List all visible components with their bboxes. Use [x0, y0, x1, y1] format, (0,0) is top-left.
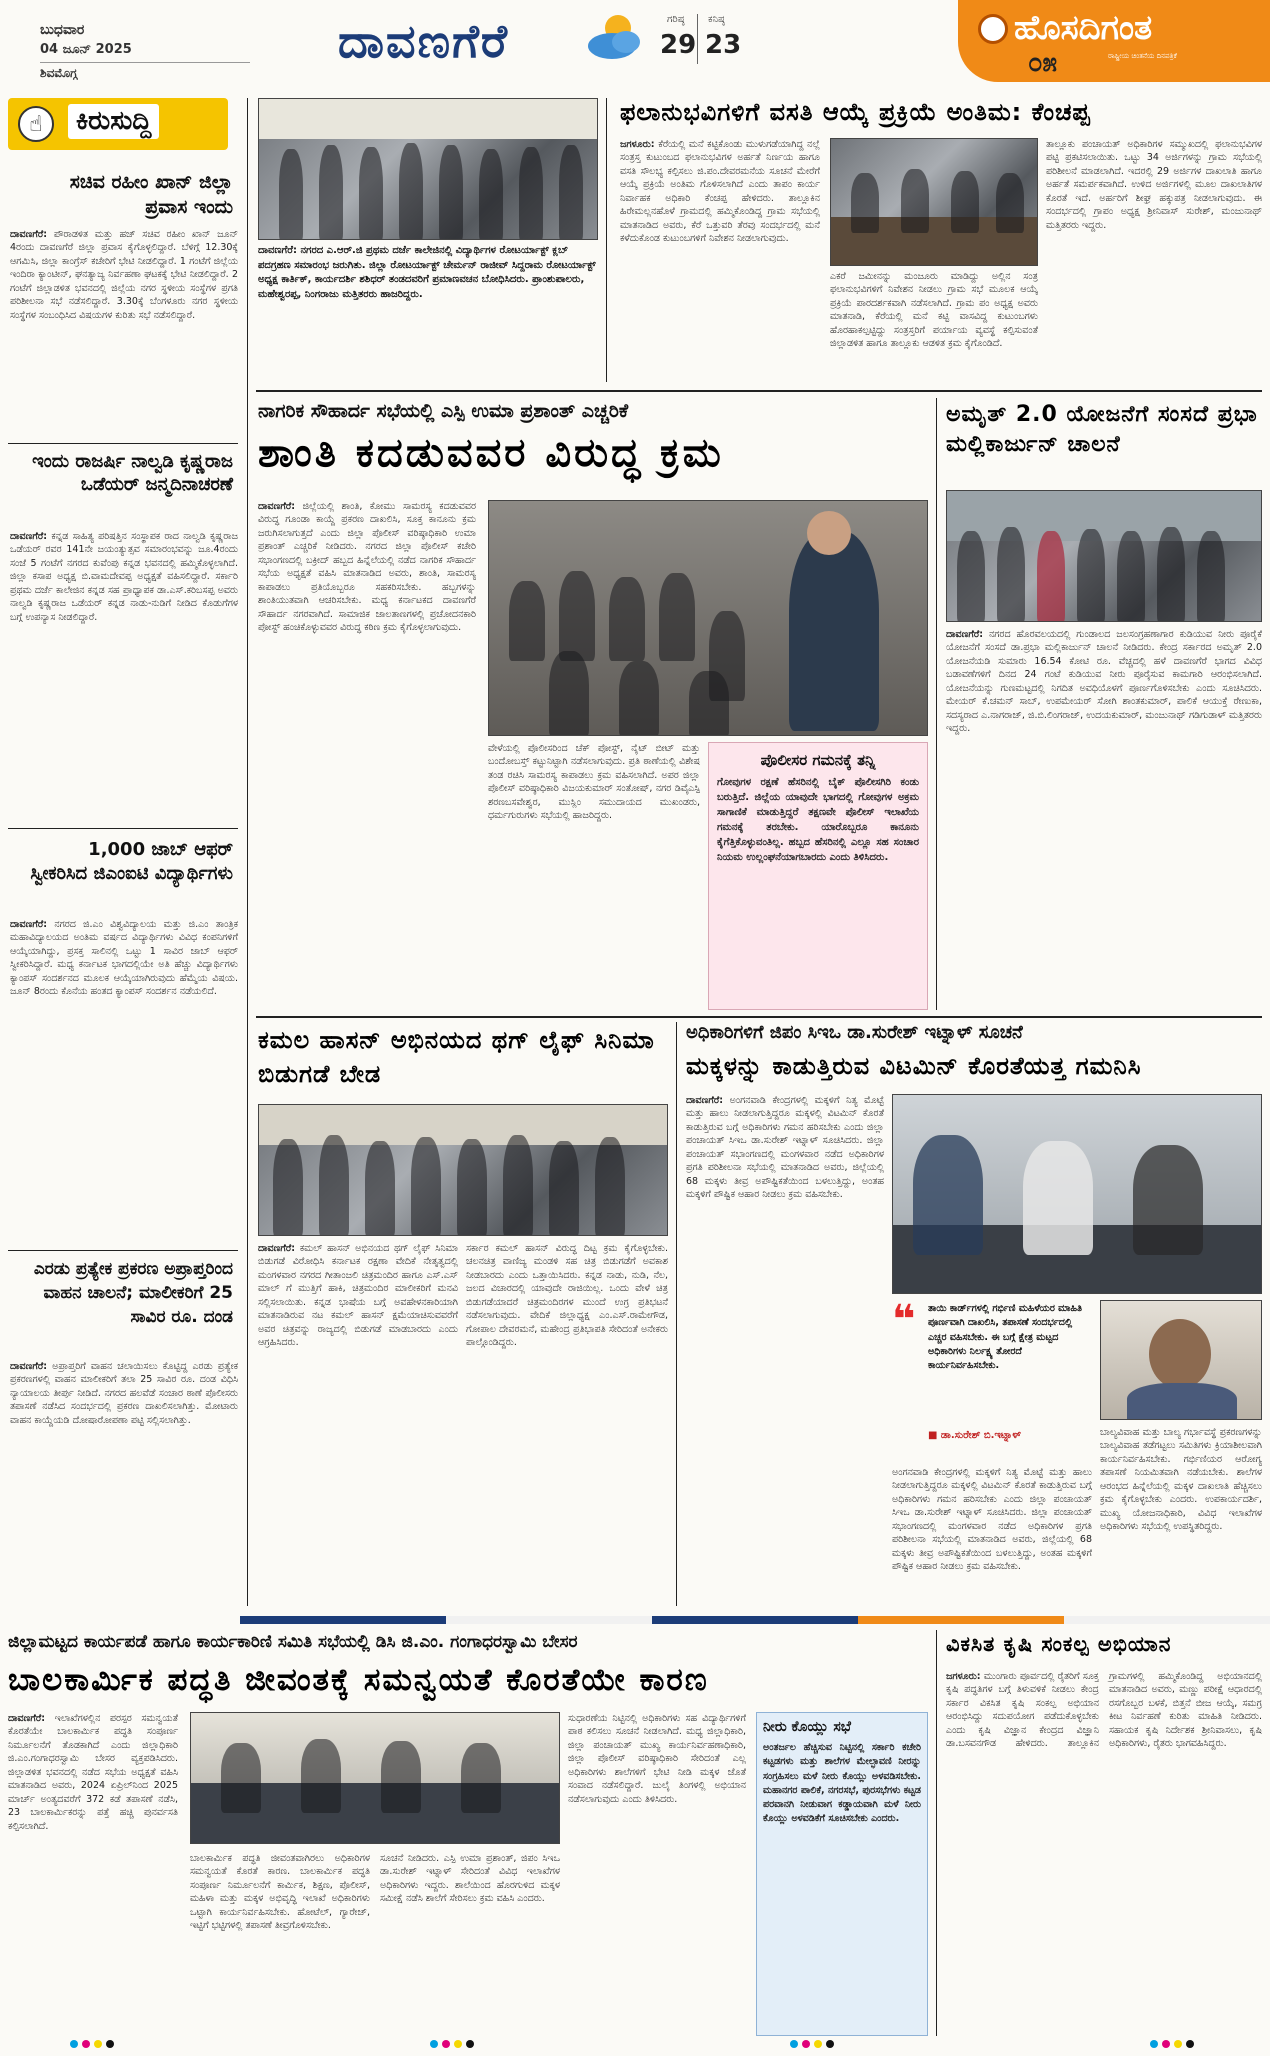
hostel-headline: ಫಲಾನುಭವಿಗಳಿಗೆ ವಸತಿ ಆಯ್ಕೆ ಪ್ರಕ್ರಿಯೆ ಅಂತಿಮ: ಕೆಂಚಪ್ಪ: [620, 98, 1091, 126]
column-divider: [247, 98, 248, 1606]
amrut-inauguration-photo: [946, 490, 1262, 622]
divider: [8, 1250, 238, 1251]
dateline: ದಾವಣಗೆರೆ:: [686, 1095, 724, 1106]
quote-mark-icon: ❝: [892, 1297, 916, 1343]
dateline: ದಾವಣಗೆರೆ:: [10, 229, 48, 240]
police-notice-box: [708, 742, 928, 1010]
news-headline: ಸಚಿವ ರಹೀಂ ಖಾನ್ ಜಿಲ್ಲಾ ಪ್ರವಾಸ ಇಂದು: [69, 171, 233, 218]
page-number: ೦೫: [1028, 48, 1058, 78]
box-body: ಗೋವುಗಳ ರಕ್ಷಣೆ ಹೆಸರಿನಲ್ಲಿ ಬೈಕ್ ಪೊಲೀಸಗಿರಿ ಕಂಡು ಬರುತ್ತಿದೆ. ಜಿಲ್ಲೆಯ ಯಾವುದೇ ಭಾಗದಲ್ಲಿ ಗೋವುಗಳ ಅಕ್ರಮ ಸಾಗಾಣಿಕೆ ಮಾಡುತ್ತಿದ್ದರೆ ತಕ್ಷಣವೇ ಪೊಲೀಸ್ ಇಲಾಖೆಯ ಗಮನಕ್ಕೆ ತರಬೇಕು. ಯಾರೊಬ್ಬರೂ ಕಾನೂನು ಕೈಗೆತ್ತಿಕೊಳ್ಳುವಂತಿಲ್ಲ. ಹಬ್ಬದ ಹೆಸರಿನಲ್ಲಿ ಎಲ್ಲೂ ಸಹ ಸಂಚಾರ ನಿಯಮ ಉಲ್ಲಂಘನೆಯಾಗಬಾರದು ಎಂದು ತಿಳಿಸಿದರು.: [717, 777, 919, 863]
news-body: [10, 530, 238, 820]
print-registration-marks: [70, 2040, 1200, 2050]
box-title: ನೀರು ಕೊಯ್ಲು ಸಭೆ: [763, 1719, 851, 1735]
date-label: 04 ಜೂನ್ 2025: [40, 42, 132, 57]
news-headline: ಎರಡು ಪ್ರತ್ಯೇಕ ಪ್ರಕರಣ ಅಪ್ರಾಪ್ತರಿಂದ ವಾಹನ ಚಾಲನೆ; ಮಾಲೀಕರಿಗೆ 25 ಸಾವಿರ ರೂ. ದಂಡ: [33, 1259, 233, 1327]
divider: [8, 443, 238, 444]
weather-icon: [582, 8, 646, 64]
quote-author: ■ ಡಾ.ಸುರೇಶ್ ಬಿ.ಇಟ್ನಾಳ್: [928, 1430, 1022, 1441]
brand-block: [958, 0, 1270, 82]
hostel-body-col3: ತಾಲ್ಲೂಕು ಪಂಚಾಯತ್ ಅಧಿಕಾರಿಗಳ ಸಮ್ಮುಖದಲ್ಲಿ ಫಲಾನುಭವಿಗಳ ಪಟ್ಟಿ ಪ್ರಕಟಿಸಲಾಯಿತು. ಒಟ್ಟು 34 ಅರ್ಜಿಗಳನ್ನು ಗ್ರಾಮ ಸಭೆಯಲ್ಲಿ ಪರಿಶೀಲನೆ ಮಾಡಲಾಗಿದೆ. ಇದರಲ್ಲಿ 29 ಅರ್ಜಿಗಳ ದಾಖಲಾತಿ ಹಾಗೂ ಅರ್ಹತೆ ಸಮರ್ಪಕವಾಗಿದೆ. ಉಳಿದ ಅರ್ಜಿಗಳಲ್ಲಿ ಮೂಲ ದಾಖಲಾತಿಗಳ ಕೊರತೆ ಇದೆ. ಅರ್ಹರಿಗೆ ಶೀಘ್ರ ಹಕ್ಕುಪತ್ರ ನೀಡಲಾಗುವುದು. ಈ ಸಂದರ್ಭದಲ್ಲಿ ಗ್ರಾಪಂ ಅಧ್ಯಕ್ಷ ಶ್ರೀನಿವಾಸ್ ಸುರೇಶ್, ಮಂಜುನಾಥ್ ಮತ್ತಿತರರು ಇದ್ದರು.: [1046, 139, 1262, 231]
krishi-body: [946, 1670, 1262, 2036]
hostel-body-col2: ಎಕರೆ ಜಮೀನನ್ನು ಮಂಜೂರು ಮಾಡಿದ್ದು ಅಲ್ಲಿನ ಸಂತ್ರ ಫಲಾನುಭವಿಗಳಿಗೆ ನಿವೇಶನ ನೀಡಲು ಗ್ರಾಮ ಸಭೆ ಮೂಲಕ ಆಯ್ಕೆ ಪ್ರಕ್ರಿಯೆ ಪಾರದರ್ಶಕವಾಗಿ ನಡೆಸಲಾಗಿದೆ. ಗ್ರಾಮ ಪಂ ಅಧ್ಯಕ್ಷ ಅವರು ಮಾತನಾಡಿ, ಕೆರೆಯಲ್ಲಿ ಮನೆ ಕಟ್ಟಿ ವಾಸವಿದ್ದ ಕುಟುಂಬಗಳು ಹೊರಹಾಕಲ್ಪಟ್ಟಿದ್ದು ಸಂತ್ರಸ್ತರಿಗೆ ಪರ್ಯಾಯ ವ್ಯವಸ್ಥೆ ಕಲ್ಪಿಸುವಂತೆ ಜಿಲ್ಲಾಡಳಿತ ಹಾಗೂ ತಾಲ್ಲೂಕು ಆಡಳಿತ ಕ್ರಮ ಕೈಗೊಂಡಿದೆ.: [830, 271, 1038, 350]
dateline: ದಾವಣಗೆರೆ:: [8, 1713, 46, 1724]
box-body: ಅಂತರ್ಜಲ ಹೆಚ್ಚಿಸುವ ನಿಟ್ಟಿನಲ್ಲಿ ಸರ್ಕಾರಿ ಕಚೇರಿ ಕಟ್ಟಡಗಳು ಮತ್ತು ಶಾಲೆಗಳ ಮೇಲ್ಛಾವಣಿ ನೀರನ್ನು ಸಂಗ್ರಹಿಸಲು ಮಳೆ ನೀರು ಕೊಯ್ಲು ಅಳವಡಿಸಬೇಕು. ಮಹಾನಗರ ಪಾಲಿಕೆ, ನಗರಸಭೆ, ಪುರಸಭೆಗಳು ಕಟ್ಟಡ ಪರವಾನಗಿ ನೀಡುವಾಗ ಕಡ್ಡಾಯವಾಗಿ ಮಳೆ ನೀರು ಕೊಯ್ಲು ಅಳವಡಿಕೆಗೆ ಸೂಚಿಸಬೇಕು ಎಂದರು.: [763, 1742, 921, 1825]
paper-tagline: ರಾಷ್ಟ್ರೀಯ ಚಿಂತನೆಯ ದಿನಪತ್ರಿಕೆ: [1108, 52, 1177, 60]
news-text: ಕೆರೆಯಲ್ಲಿ ಮನೆ ಕಟ್ಟಿಕೊಂಡು ಮುಳುಗಡೆಯಾಗಿದ್ದ ನಲ್ಲೆ ಸಂತ್ರಸ್ತ ಕುಟುಂಬದ ಫಲಾನುಭವಿಗಳ ಅರ್ಹತೆ ನಿರ್ಣಯ ಹಾಗೂ ವಸತಿ ಸೌಲಭ್ಯ ಕಲ್ಪಿಸಲು ಜಿ.ಪಂ.ದೇವರಮನೆಯ ಸೂಚನೆ ಮೇರೆಗೆ ಆಯ್ಕೆ ಪ್ರಕ್ರಿಯೆ ಅಂತಿಮ ಗೊಳಿಸಲಾಗಿದೆ ಎಂದು ತಾಪಂ ಕಾರ್ಯ ನಿರ್ವಾಹಕ ಅಧಿಕಾರಿ ಕೆಂಚಪ್ಪ ಹೇಳಿದರು. ತಾಲ್ಲೂಕಿನ ಹಿರೇಮಲ್ಲನಹೊಳೆ ಗ್ರಾಮದಲ್ಲಿ ಹಮ್ಮಿಕೊಂಡಿದ್ದ ಗ್ರಾಮ ಸಭೆಯಲ್ಲಿ ಮಾತನಾಡಿದ ಅವರು, ಕೆರೆ ಒತ್ತುವರಿ ತೆರವು ಸಂದರ್ಭದಲ್ಲಿ ಮನೆ ಕಳೆದುಕೊಂಡ ಕುಟುಂಬಗಳಿಗೆ ನಿವೇಶನ ನೀಡಲಾಗುವುದು.: [620, 139, 820, 245]
quote-text: ತಾಯಿ ಕಾರ್ಡ್‌ಗಳಲ್ಲಿ ಗರ್ಭಿಣಿ ಮಹಿಳೆಯರ ಮಾಹಿತಿ ಪೂರ್ಣವಾಗಿ ದಾಖಲಿಸಿ, ತಪಾಸಣೆ ಸಂದರ್ಭದಲ್ಲಿ ಎಚ್ಚರ ವಹಿಸಬೇಕು. ಈ ಬಗ್ಗೆ ಕ್ಷೇತ್ರ ಮಟ್ಟದ ಅಧಿಕಾರಿಗಳು ನಿರ್ಲಕ್ಷ್ಯ ತೋರದೆ ಕಾರ್ಯನಿರ್ವಹಿಸಬೇಕು.: [928, 1303, 1083, 1371]
masthead-divider: [40, 62, 250, 63]
ceo-meeting-photo: [892, 1094, 1262, 1294]
news-text: ಇಲಾಖೆಗಳಲ್ಲಿನ ಪರಸ್ಪರ ಸಮನ್ವಯತೆ ಕೊರತೆಯೇ ಬಾಲಕಾರ್ಮಿಕ ಪದ್ಧತಿ ಸಂಪೂರ್ಣ ನಿರ್ಮೂಲನೆಗೆ ತೊಡಕಾಗಿದೆ ಎಂದು ಜಿಲ್ಲಾಧಿಕಾರಿ ಜಿ.ಎಂ.ಗಂಗಾಧರಸ್ವಾಮಿ ಬೇಸರ ವ್ಯಕ್ತಪಡಿಸಿದರು. ಜಿಲ್ಲಾಡಳಿತ ಭವನದಲ್ಲಿ ನಡೆದ ಸಭೆಯ ಅಧ್ಯಕ್ಷತೆ ವಹಿಸಿ ಮಾತನಾಡಿದ ಅವರು, 2024 ಏಪ್ರಿಲ್‌ನಿಂದ 2025 ಮಾರ್ಚ್ ಅಂತ್ಯದವರೆಗೆ 372 ಕಡೆ ತಪಾಸಣೆ ನಡೆಸಿ, 23 ಬಾಲಕಾರ್ಮಿಕರನ್ನು ಪತ್ತೆ ಹಚ್ಚಿ ಪುನರ್ವಸತಿ ಕಲ್ಪಿಸಲಾಗಿದೆ.: [8, 1713, 178, 1832]
district-label: ಶಿವಮೊಗ್ಗ: [40, 66, 78, 80]
childlabour-body-col3: ಸೂಚನೆ ನೀಡಿದರು. ಎಸ್ಪಿ ಉಮಾ ಪ್ರಶಾಂತ್, ಜಿಪಂ ಸಿಇಒ ಡಾ.ಸುರೇಶ್ ಇಟ್ನಾಳ್ ಸೇರಿದಂತೆ ವಿವಿಧ ಇಲಾಖೆಗಳ ಅಧಿಕಾರಿಗಳು ಇದ್ದರು. ಶಾಲೆಯಿಂದ ಹೊರಗುಳಿದ ಮಕ್ಕಳ ಸಮೀಕ್ಷೆ ನಡೆಸಿ ಶಾಲೆಗೆ ಸೇರಿಸಲು ಕ್ರಮ ವಹಿಸಿ ಎಂದರು.: [380, 1853, 560, 1905]
vitamin-body-col1: [686, 1094, 884, 1606]
column-divider: [936, 398, 937, 1010]
photo-caption: ದಾವಣಗೆರೆ: ನಗರದ ಎ.ಆರ್.ಜಿ ಪ್ರಥಮ ದರ್ಜೆ ಕಾಲೇಜಿನಲ್ಲಿ ವಿದ್ಯಾರ್ಥಿಗಳ ರೋಟರ್ಯಾಕ್ಟ್ ಕ್ಲಬ್ ಪದಗ್ರಹಣ ಸಮಾರಂಭ ಜರುಗಿತು. ಜಿಲ್ಲಾ ರೋಟರ್ಯಾಕ್ಟ್ ಚೇರ್ಮನ್ ರಾಜೀವ್ ಸಿದ್ದರಾಮ ರೋಟರ್ಯಾಕ್ಟ್ ಅಧ್ಯಕ್ಷ ಕಾರ್ತಿಕ್, ಕಾರ್ಯದರ್ಶಿ ಶಶಿಧರ್ ತಂಡದವರಿಗೆ ಪ್ರಮಾಣವಚನ ಬೋಧಿಸಿದರು. ಪ್ರಾಂಶುಪಾಲರು, ಮಹೇಶ್ವರಪ್ಪ, ನಿಂಗರಾಜು ಮತ್ತಿತರರು ಹಾಜರಿದ್ದರು.: [258, 245, 596, 300]
news-text: ಕನ್ನಡ ಸಾಹಿತ್ಯ ಪರಿಷತ್ತಿನ ಸಂಸ್ಥಾಪಕ ರಾದ ನಾಲ್ವಡಿ ಕೃಷ್ಣರಾಜ ಒಡೆಯರ್ ರವರ 141ನೇ ಜಯಂತ್ಯುತ್ಸವ ಸಮಾರಂಭವನ್ನು ಜೂ.4ರಂದು ಸಂಜೆ 5 ಗಂಟೆಗೆ ನಗರದ ಕುವೆಂಪು ಕನ್ನಡ ಭವನದಲ್ಲಿ ಹಮ್ಮಿಕೊಳ್ಳಲಾಗಿದೆ. ಜಿಲ್ಲಾ ಕಸಾಪ ಅಧ್ಯಕ್ಷ ಬಿ.ವಾಮದೇವಪ್ಪ ಅಧ್ಯಕ್ಷತೆ ವಹಿಸಲಿದ್ದಾರೆ. ಸರ್ಕಾರಿ ಪ್ರಥಮ ದರ್ಜೆ ಕಾಲೇಜಿನ ಕನ್ನಡ ಸಹ ಪ್ರಾಧ್ಯಾಪಕ ಡಾ.ಎಸ್.ಕರಿಬಸಪ್ಪ ಅವರು ನಾಲ್ವಡಿ ಕೃಷ್ಣರಾಜ ಒಡೆಯರ್ ಕನ್ನಡ ನಾಡು-ನುಡಿಗೆ ನೀಡಿದ ಕೊಡುಗೆಗಳ ಬಗ್ಗೆ ಉಪನ್ಯಾಸ ನೀಡಲಿದ್ದಾರೆ.: [10, 531, 238, 623]
kirusuddi-label: ಕಿರುಸುದ್ದಿ: [68, 104, 159, 139]
max-temp-label: ಗರಿಷ್ಠ: [667, 14, 685, 25]
childlabour-body-col1: [8, 1712, 178, 2036]
vitamin-quote-box: [892, 1297, 1092, 1460]
news-text: ನಗರದ ಹೊರವಲಯದಲ್ಲಿ ಗುಂಡಾಲದ ಜಲಸಂಗ್ರಹಣಾಗಾರ ಕುಡಿಯುವ ನೀರು ಪೂರೈಕೆ ಯೋಜನೆಗೆ ಸಂಸದೆ ಡಾ.ಪ್ರಭಾ ಮಲ್ಲಿಕಾರ್ಜುನ್ ಚಾಲನೆ ನೀಡಿದರು. ಕೇಂದ್ರ ಸರ್ಕಾರದ ಅಮೃತ್ 2.0 ಯೋಜನೆಯಡಿ ಸುಮಾರು 16.54 ಕೋಟಿ ರೂ. ವೆಚ್ಚದಲ್ಲಿ ಹಳೆ ದಾವಣಗೆರೆ ಭಾಗದ ವಿವಿಧ ಬಡಾವಣೆಗಳಿಗೆ ದಿನದ 24 ಗಂಟೆ ಕುಡಿಯುವ ನೀರು ಪೂರೈಸುವ ಕಾಮಗಾರಿ ಆರಂಭಿಸಲಾಗಿದೆ. ಯೋಜನೆಯನ್ನು ಗುಣಮಟ್ಟದಲ್ಲಿ ನಿಗದಿತ ಅವಧಿಯೊಳಗೆ ಪೂರ್ಣಗೊಳಿಸಬೇಕು ಎಂದು ಸೂಚಿಸಿದರು. ಮೇಯರ್ ಕೆ.ಚಮನ್ ಸಾಬ್, ಉಪಮೇಯರ್ ಸೋಗಿ ಶಾಂತಕುಮಾರ್, ಪಾಲಿಕೆ ಆಯುಕ್ತೆ ರೇಣುಕಾ, ಸದಸ್ಯರಾದ ಎ.ನಾಗರಾಜ್, ಜಿ.ಬಿ.ಲಿಂಗರಾಜ್, ಉದಯಕುಮಾರ್, ಮಂಜುನಾಥ್ ಗಡಿಗುಡಾಳ್ ಮತ್ತಿತರರು ಇದ್ದರು.: [946, 629, 1262, 735]
max-temp-value: 29: [660, 30, 697, 60]
day-label: ಬುಧವಾರ: [40, 22, 85, 38]
masthead: [0, 0, 1270, 82]
sp-meeting-photo: [488, 500, 928, 736]
dateline: ಜಗಳೂರು:: [620, 139, 655, 150]
min-temp-label: ಕನಿಷ್ಠ: [708, 14, 725, 25]
childlabour-body-col2: ಬಾಲಕಾರ್ಮಿಕ ಪದ್ಧತಿ ಜೀವಂತವಾಗಿರಲು ಅಧಿಕಾರಿಗಳ ಸಮನ್ವಯತೆ ಕೊರತೆ ಕಾರಣ. ಬಾಲಕಾರ್ಮಿಕ ಪದ್ಧತಿ ಸಂಪೂರ್ಣ ನಿರ್ಮೂಲನೆಗೆ ಕಾರ್ಮಿಕ, ಶಿಕ್ಷಣ, ಪೊಲೀಸ್, ಮಹಿಳಾ ಮತ್ತು ಮಕ್ಕಳ ಅಭಿವೃದ್ಧಿ ಇಲಾಖೆ ಅಧಿಕಾರಿಗಳು ಒಟ್ಟಾಗಿ ಕಾರ್ಯನಿರ್ವಹಿಸಬೇಕು. ಹೋಟೆಲ್, ಗ್ಯಾರೇಜ್, ಇಟ್ಟಿಗೆ ಭಟ್ಟಿಗಳಲ್ಲಿ ತಪಾಸಣೆ ತೀವ್ರಗೊಳಿಸಬೇಕು.: [190, 1853, 370, 1932]
paper-name: ಹೊಸದಿಗಂತ: [1014, 8, 1153, 48]
protest-photo: [258, 1104, 668, 1236]
brand-logo-icon: [978, 14, 1008, 44]
thuglife-headline: ಕಮಲ ಹಾಸನ್ ಅಭಿನಯದ ಥಗ್ ಲೈಫ್ ಸಿನಿಮಾ ಬಿಡುಗಡೆ ಬೇಡ: [258, 1026, 655, 1088]
hostel-meeting-photo: [830, 138, 1038, 266]
vitamin-body-col2: ಬಾಲ್ಯವಿವಾಹ ಮತ್ತು ಬಾಲ್ಯ ಗರ್ಭಾವಸ್ಥೆ ಪ್ರಕರಣಗಳನ್ನು ಬಾಲ್ಯವಿವಾಹ ತಡೆಗಟ್ಟಲು ಸಮಿತಿಗಳು ಕ್ರಿಯಾಶೀಲವಾಗಿ ಕಾರ್ಯನಿರ್ವಹಿಸಬೇಕು. ಗರ್ಭಿಣಿಯರ ಆರೋಗ್ಯ ತಪಾಸಣೆ ನಿಯಮಿತವಾಗಿ ನಡೆಯಬೇಕು. ಶಾಲೆಗಳ ಆರಂಭದ ಹಿನ್ನೆಲೆಯಲ್ಲಿ ಮಕ್ಕಳ ದಾಖಲಾತಿ ಹೆಚ್ಚಿಸಲು ಕ್ರಮ ಕೈಗೊಳ್ಳಬೇಕು ಎಂದರು. ಉಪಕಾರ್ಯದರ್ಶಿ, ಮುಖ್ಯ ಯೋಜನಾಧಿಕಾರಿ, ವಿವಿಧ ಇಲಾಖೆಗಳ ಅಧಿಕಾರಿಗಳು ಸಭೆಯಲ್ಲಿ ಉಪಸ್ಥಿತರಿದ್ದರು.: [1100, 1427, 1262, 1533]
divider: [256, 1016, 1262, 1018]
pointing-hand-icon: ☝: [18, 106, 54, 142]
dateline: ಜಗಳೂರು:: [946, 1671, 981, 1682]
dateline: ದಾವಣಗೆರೆ:: [10, 531, 48, 542]
divider: [8, 828, 238, 829]
ceo-portrait: [1100, 1300, 1262, 1420]
peace-headline: ಶಾಂತಿ ಕದಡುವವರ ವಿರುದ್ಧ ಕ್ರಮ: [258, 430, 724, 476]
column-divider: [606, 98, 607, 382]
news-text: ಪೌರಾಡಳಿತ ಮತ್ತು ಹಜ್ ಸಚಿವ ರಹೀಂ ಖಾನ್ ಜೂನ್ 4ರಂದು ದಾವಣಗೆರೆ ಜಿಲ್ಲಾ ಪ್ರವಾಸ ಕೈಗೊಳ್ಳಲಿದ್ದಾರೆ. ಬೆಳಿಗ್ಗೆ 12.30ಕ್ಕೆ ಆಗಮಿಸಿ, ಜಿಲ್ಲಾ ಕಾಂಗ್ರೆಸ್ ಕಚೇರಿಗೆ ಭೇಟಿ ನೀಡಲಿದ್ದಾರೆ. 1 ಗಂಟೆಗೆ ಜಿಲ್ಲೆಯ ಇಂದಿರಾ ಕ್ಯಾಂಟೀನ್, ಘನತ್ಯಾಜ್ಯ ನಿರ್ವಹಣಾ ಘಟಕಕ್ಕೆ ಭೇಟಿ ನೀಡಲಿದ್ದಾರೆ. 2 ಗಂಟೆಗೆ ಜಿಲ್ಲಾಡಳಿತ ಭವನದಲ್ಲಿ ಜಿಲ್ಲೆಯ ನಗರ ಸ್ಥಳೀಯ ಸಂಸ್ಥೆಗಳ ಪ್ರಗತಿ ಪರಿಶೀಲನಾ ಸಭೆ ನಡೆಸಲಿದ್ದಾರೆ. 3.30ಕ್ಕೆ ಬೆಂಗಳೂರು ನಗರ ಸ್ಥಳೀಯ ಸಂಸ್ಥೆಗಳ ಸಂಬಂಧಿಸಿದ ವಿಷಯಗಳ ಕುರಿತು ಸಭೆ ನಡೆಸಲಿದ್ದಾರೆ.: [10, 229, 238, 321]
min-temp-value: 23: [705, 30, 742, 60]
amrut-headline: ಅಮೃತ್ 2.0 ಯೋಜನೆಗೆ ಸಂಸದೆ ಪ್ರಭಾ ಮಲ್ಲಿಕಾರ್ಜುನ್ ಚಾಲನೆ: [946, 402, 1258, 457]
thuglife-body-col1: [258, 1242, 458, 1606]
news-headline: 1,000 ಜಾಬ್ ಆಫರ್ ಸ್ವೀಕರಿಸಿದ ಜಿಎಂಐಟಿ ವಿದ್ಯಾರ್ಥಿಗಳು: [30, 839, 233, 885]
news-text: ಮುಂಗಾರು ಪೂರ್ವದಲ್ಲಿ ರೈತರಿಗೆ ಸೂಕ್ತ ಕೃಷಿ ಪದ್ಧತಿಗಳ ಬಗ್ಗೆ ತಿಳುವಳಿಕೆ ನೀಡಲು ಕೇಂದ್ರ ಸರ್ಕಾರ ವಿಕಸಿತ ಕೃಷಿ ಸಂಕಲ್ಪ ಅಭಿಯಾನ ಆರಂಭಿಸಿದ್ದು ಸದುಪಯೋಗ ಪಡೆದುಕೊಳ್ಳಬೇಕು ಎಂದು ಕೃಷಿ ವಿಜ್ಞಾನ ಕೇಂದ್ರದ ವಿಜ್ಞಾನಿ ಡಾ.ಬಸವನಗೌಡ ಹೇಳಿದರು. ತಾಲ್ಲೂಕಿನ ಗ್ರಾಮಗಳಲ್ಲಿ ಹಮ್ಮಿಕೊಂಡಿದ್ದ ಅಭಿಯಾನದಲ್ಲಿ ಮಾತನಾಡಿದ ಅವರು, ಮಣ್ಣು ಪರೀಕ್ಷೆ ಆಧಾರದಲ್ಲಿ ರಸಗೊಬ್ಬರ ಬಳಕೆ, ಬಿತ್ತನೆ ಬೀಜ ಆಯ್ಕೆ, ಸಮಗ್ರ ಕೀಟ ನಿರ್ವಹಣೆ ಕುರಿತು ಮಾಹಿತಿ ನೀಡಿದರು. ಸಹಾಯಕ ಕೃಷಿ ನಿರ್ದೇಶಕ ಶ್ರೀನಿವಾಸಲು, ಕೃಷಿ ಅಧಿಕಾರಿಗಳು, ರೈತರು ಭಾಗವಹಿಸಿದ್ದರು.: [946, 1671, 1262, 1750]
dateline: ದಾವಣಗೆರೆ:: [258, 501, 296, 512]
childlabour-body-col4: ಸುಧಾರಣೆಯ ನಿಟ್ಟಿನಲ್ಲಿ ಅಧಿಕಾರಿಗಳು ಸಹ ವಿದ್ಯಾರ್ಥಿಗಳಿಗೆ ಪಾಠ ಕಲಿಸಲು ಸೂಚನೆ ನೀಡಲಾಗಿದೆ. ಮಧ್ಯ ಜಿಲ್ಲಾಧಿಕಾರಿ, ಜಿಲ್ಲಾ ಪಂಚಾಯತ್ ಮುಖ್ಯ ಕಾರ್ಯನಿರ್ವಹಣಾಧಿಕಾರಿ, ಜಿಲ್ಲಾ ಪೊಲೀಸ್ ವರಿಷ್ಠಾಧಿಕಾರಿ ಸೇರಿದಂತೆ ಎಲ್ಲ ಅಧಿಕಾರಿಗಳು ಶಾಲೆಗಳಿಗೆ ಭೇಟಿ ನೀಡಿ ಮಕ್ಕಳ ಜೊತೆ ಸಂವಾದ ನಡೆಸಲಿದ್ದಾರೆ. ಜುಲೈ ತಿಂಗಳಲ್ಲಿ ಅಭಿಯಾನ ನಡೆಸಲಾಗುವುದು ಎಂದು ತಿಳಿಸಿದರು.: [568, 1713, 746, 1805]
news-text: ಕಮಲ್ ಹಾಸನ್ ಅಭಿನಯದ ಥಗ್ ಲೈಫ್ ಸಿನಿಮಾ ಬಿಡುಗಡೆ ವಿರೋಧಿಸಿ ಕರ್ನಾಟಕ ರಕ್ಷಣಾ ವೇದಿಕೆ ನೇತೃತ್ವದಲ್ಲಿ ಮಂಗಳವಾರ ನಗರದ ಗೀತಾಂಜಲಿ ಚಿತ್ರಮಂದಿರ ಹಾಗೂ ಎಸ್.ಎಸ್ ಮಾಲ್ ಗೆ ಮುತ್ತಿಗೆ ಹಾಕಿ, ಚಿತ್ರಮಂದಿರ ಮಾಲೀಕರಿಗೆ ಮನವಿ ಸಲ್ಲಿಸಲಾಯಿತು. ಕನ್ನಡ ಭಾಷೆಯ ಬಗ್ಗೆ ಅವಹೇಳನಕಾರಿಯಾಗಿ ಮಾತನಾಡಿರುವ ನಟ ಕಮಲ್ ಹಾಸನ್ ಕ್ಷಮೆಯಾಚಿಸುವವರೆಗೆ ಅವರ ಚಿತ್ರವನ್ನು ರಾಜ್ಯದಲ್ಲಿ ಬಿಡುಗಡೆ ಮಾಡಬಾರದು ಎಂದು ಆಗ್ರಹಿಸಿದರು.: [258, 1243, 458, 1349]
amrut-body: [946, 628, 1262, 1010]
news-text: ಜಿಲ್ಲೆಯಲ್ಲಿ ಶಾಂತಿ, ಕೋಮು ಸಾಮರಸ್ಯ ಕದಡುವವರ ವಿರುದ್ಧ ಗೂಂಡಾ ಕಾಯ್ದೆ ಪ್ರಕರಣ ದಾಖಲಿಸಿ, ಸೂಕ್ತ ಕಾನೂನು ಕ್ರಮ ಜರುಗಿಸಲಾಗುತ್ತದೆ ಎಂದು ಜಿಲ್ಲಾ ಪೊಲೀಸ್ ವರಿಷ್ಠಾಧಿಕಾರಿ ಉಮಾ ಪ್ರಶಾಂತ್ ಎಚ್ಚರಿಕೆ ನೀಡಿದರು. ನಗರದ ಜಿಲ್ಲಾ ಪೊಲೀಸ್ ಕಚೇರಿ ಸಭಾಂಗಣದಲ್ಲಿ ಬಕ್ರೀದ್ ಹಬ್ಬದ ಹಿನ್ನೆಲೆಯಲ್ಲಿ ನಡೆದ ನಾಗರಿಕ ಸೌಹಾರ್ದ ಸಭೆಯ ಅಧ್ಯಕ್ಷತೆ ವಹಿಸಿ ಮಾತನಾಡಿದ ಅವರು, ಶಾಂತಿ, ಸಾಮರಸ್ಯ ಕಾಪಾಡಲು ಪ್ರತಿಯೊಬ್ಬರೂ ಸಹಕರಿಸಬೇಕು. ಹಬ್ಬಗಳನ್ನು ಶಾಂತಿಯುತವಾಗಿ ಆಚರಿಸಬೇಕು. ಮಧ್ಯ ಕರ್ನಾಟಕದ ದಾವಣಗೆರೆ ಸೌಹಾರ್ದ ನಗರವಾಗಿದೆ. ಸಾಮಾಜಿಕ ಜಾಲತಾಣಗಳಲ್ಲಿ ಪ್ರಚೋದನಕಾರಿ ಪೋಸ್ಟ್ ಹಂಚಿಕೊಳ್ಳುವವರ ವಿರುದ್ಧ ಕಠಿಣ ಕ್ರಮ ಕೈಗೊಳ್ಳಲಾಗುವುದು.: [258, 501, 476, 634]
box-title: ಪೊಲೀಸರ ಗಮನಕ್ಕೆ ತನ್ನಿ: [760, 751, 876, 769]
peace-body-col1: [258, 500, 476, 1010]
childlabour-kicker: ಜಿಲ್ಲಾಮಟ್ಟದ ಕಾರ್ಯಪಡೆ ಹಾಗೂ ಕಾರ್ಯಕಾರಿಣಿ ಸಮಿತಿ ಸಭೆಯಲ್ಲಿ ಡಿಸಿ ಜಿ.ಎಂ. ಗಂಗಾಧರಸ್ವಾಮಿ ಬೇಸರ: [8, 1632, 578, 1652]
dateline: ದಾವಣಗೆರೆ:: [946, 629, 984, 640]
color-bar: [240, 1616, 1270, 1624]
dateline: ದಾವಣಗೆರೆ:: [10, 919, 48, 930]
news-text: ಅಪ್ರಾಪ್ತರಿಗೆ ವಾಹನ ಚಲಾಯಿಸಲು ಕೊಟ್ಟಿದ್ದ ಎರಡು ಪ್ರತ್ಯೇಕ ಪ್ರಕರಣಗಳಲ್ಲಿ ವಾಹನ ಮಾಲೀಕರಿಗೆ ತಲಾ 25 ಸಾವಿರ ರೂ. ದಂಡ ವಿಧಿಸಿ ನ್ಯಾಯಾಲಯ ತೀರ್ಪು ನೀಡಿದೆ. ನಗರದ ಹಲವೆಡೆ ಸಂಚಾರ ಠಾಣೆ ಪೊಲೀಸರು ತಪಾಸಣೆ ನಡೆಸಿದ ಸಂದರ್ಭದಲ್ಲಿ ಪ್ರಕರಣ ದಾಖಲಿಸಲಾಗಿತ್ತು. ಮೋಟಾರು ವಾಹನ ಕಾಯ್ದೆಯಡಿ ದೋಷಾರೋಪಣಾ ಪಟ್ಟಿ ಸಲ್ಲಿಸಲಾಗಿತ್ತು.: [10, 1361, 238, 1426]
childlabour-headline: ಬಾಲಕಾರ್ಮಿಕ ಪದ್ಧತಿ ಜೀವಂತಕ್ಕೆ ಸಮನ್ವಯತೆ ಕೊರತೆಯೇ ಕಾರಣ: [8, 1662, 709, 1698]
thuglife-body-col2: ಸರ್ಕಾರ ಕಮಲ್ ಹಾಸನ್ ವಿರುದ್ಧ ದಿಟ್ಟ ಕ್ರಮ ಕೈಗೊಳ್ಳಬೇಕು. ಚಲನಚಿತ್ರ ವಾಣಿಜ್ಯ ಮಂಡಳಿ ಸಹ ಚಿತ್ರ ಬಿಡುಗಡೆಗೆ ಅವಕಾಶ ನೀಡಬಾರದು ಎಂದು ಒತ್ತಾಯಿಸಿದರು. ಕನ್ನಡ ನಾಡು, ನುಡಿ, ನೆಲ, ಜಲದ ವಿಚಾರದಲ್ಲಿ ಯಾವುದೇ ರಾಜಿಯಿಲ್ಲ. ಒಂದು ವೇಳೆ ಚಿತ್ರ ಬಿಡುಗಡೆಯಾದರೆ ಚಿತ್ರಮಂದಿರಗಳ ಮುಂದೆ ಉಗ್ರ ಪ್ರತಿಭಟನೆ ನಡೆಸಲಾಗುವುದು. ವೇದಿಕೆ ಜಿಲ್ಲಾಧ್ಯಕ್ಷ ಎಂ.ಎಸ್.ರಾಮೇಗೌಡ, ಗೋಪಾಲ ದೇವರಮನೆ, ಮಹೇಂದ್ರ ಪ್ರತಿಭಾಪತಿ ಸೇರಿದಂತೆ ಅನೇಕರು ಪಾಲ್ಗೊಂಡಿದ್ದರು.: [466, 1243, 668, 1349]
hostel-body-col1: [620, 138, 820, 382]
news-text: ಅಂಗನವಾಡಿ ಕೇಂದ್ರಗಳಲ್ಲಿ ಮಕ್ಕಳಿಗೆ ನಿತ್ಯ ಮೊಟ್ಟೆ ಮತ್ತು ಹಾಲು ನೀಡಲಾಗುತ್ತಿದ್ದರೂ ಮಕ್ಕಳಲ್ಲಿ ವಿಟಮಿನ್ ಕೊರತೆ ಕಾಡುತ್ತಿರುವ ಬಗ್ಗೆ ಅಧಿಕಾರಿಗಳು ಗಮನ ಹರಿಸಬೇಕು ಎಂದು ಜಿಲ್ಲಾ ಪಂಚಾಯತ್ ಸಿಇಒ ಡಾ.ಸುರೇಶ್ ಇಟ್ನಾಳ್ ಸೂಚಿಸಿದರು. ಜಿಲ್ಲಾ ಪಂಚಾಯತ್ ಸಭಾಂಗಣದಲ್ಲಿ ಮಂಗಳವಾರ ನಡೆದ ಅಧಿಕಾರಿಗಳ ಪ್ರಗತಿ ಪರಿಶೀಲನಾ ಸಭೆಯಲ್ಲಿ ಮಾತನಾಡಿದ ಅವರು, ಜಿಲ್ಲೆಯಲ್ಲಿ 68 ಮಕ್ಕಳು ತೀವ್ರ ಅಪೌಷ್ಟಿಕತೆಯಿಂದ ಬಳಲುತ್ತಿದ್ದು, ಅಂತಹ ಮಕ್ಕಳಿಗೆ ಪೌಷ್ಟಿಕ ಆಹಾರ ನೀಡಲು ಕ್ರಮ ವಹಿಸಬೇಕು.: [686, 1095, 884, 1201]
vitamin-body-col3: ಅಂಗನವಾಡಿ ಕೇಂದ್ರಗಳಲ್ಲಿ ಮಕ್ಕಳಿಗೆ ನಿತ್ಯ ಮೊಟ್ಟೆ ಮತ್ತು ಹಾಲು ನೀಡಲಾಗುತ್ತಿದ್ದರೂ ಮಕ್ಕಳಲ್ಲಿ ವಿಟಮಿನ್ ಕೊರತೆ ಕಾಡುತ್ತಿರುವ ಬಗ್ಗೆ ಅಧಿಕಾರಿಗಳು ಗಮನ ಹರಿಸಬೇಕು ಎಂದು ಜಿಲ್ಲಾ ಪಂಚಾಯತ್ ಸಿಇಒ ಡಾ.ಸುರೇಶ್ ಇಟ್ನಾಳ್ ಸೂಚಿಸಿದರು. ಜಿಲ್ಲಾ ಪಂಚಾಯತ್ ಸಭಾಂಗಣದಲ್ಲಿ ಮಂಗಳವಾರ ನಡೆದ ಅಧಿಕಾರಿಗಳ ಪ್ರಗತಿ ಪರಿಶೀಲನಾ ಸಭೆಯಲ್ಲಿ ಮಾತನಾಡಿದ ಅವರು, ಜಿಲ್ಲೆಯಲ್ಲಿ 68 ಮಕ್ಕಳು ತೀವ್ರ ಅಪೌಷ್ಟಿಕತೆಯಿಂದ ಬಳಲುತ್ತಿದ್ದು, ಅಂತಹ ಮಕ್ಕಳಿಗೆ ಪೌಷ್ಟಿಕ ಆಹಾರ ನೀಡಲು ಕ್ರಮ ವಹಿಸಬೇಕು.: [892, 1467, 1092, 1573]
vitamin-kicker: ಅಧಿಕಾರಿಗಳಿಗೆ ಜಿಪಂ ಸಿಇಒ ಡಾ.ಸುರೇಶ್ ಇಟ್ನಾಳ್ ಸೂಚನೆ: [686, 1022, 1023, 1043]
kirusuddi-badge: [8, 98, 228, 150]
dateline: ದಾವಣಗೆರೆ:: [258, 1243, 296, 1254]
rotaract-photo: [258, 98, 598, 240]
krishi-headline: ವಿಕಸಿತ ಕೃಷಿ ಸಂಕಲ್ಪ ಅಭಿಯಾನ: [946, 1632, 1172, 1656]
news-headline: ಇಂದು ರಾಜರ್ಷಿ ನಾಲ್ವಡಿ ಕೃಷ್ಣರಾಜ ಒಡೆಯರ್ ಜನ್ಮದಿನಾಚರಣೆ: [32, 451, 233, 496]
news-body: [10, 1360, 238, 1605]
vitamin-headline: ಮಕ್ಕಳನ್ನು ಕಾಡುತ್ತಿರುವ ವಿಟಮಿನ್ ಕೊರತೆಯತ್ತ ಗಮನಿಸಿ: [686, 1052, 1142, 1080]
kirusuddi-column: [8, 98, 240, 1608]
dateline: ದಾವಣಗೆರೆ:: [10, 1361, 48, 1372]
news-body: [10, 228, 238, 438]
peace-body-col2: ವೇಳೆಯಲ್ಲಿ ಪೊಲೀಸರಿಂದ ಚೆಕ್ ಪೋಸ್ಟ್, ನೈಟ್ ಬೀಟ್ ಮತ್ತು ಬಂದೋಬಸ್ತ್ ಕಟ್ಟುನಿಟ್ಟಾಗಿ ನಡೆಸಲಾಗುವುದು. ಪ್ರತಿ ಠಾಣೆಯಲ್ಲಿ ವಿಶೇಷ ತಂಡ ರಚಿಸಿ ಸಾಮರಸ್ಯ ಕಾಪಾಡಲು ಕ್ರಮ ವಹಿಸಲಾಗಿದೆ. ಅಪರ ಜಿಲ್ಲಾ ಪೊಲೀಸ್ ವರಿಷ್ಠಾಧಿಕಾರಿ ವಿಜಯಕುಮಾರ್ ಸಂತೋಷ್, ನಗರ ಡಿವೈಎಸ್ಪಿ ಶರಣಬಸವೇಶ್ವರ, ಮುಸ್ಲಿಂ ಸಮುದಾಯದ ಮುಖಂಡರು, ಧರ್ಮಗುರುಗಳು ಸಭೆಯಲ್ಲಿ ಹಾಜರಿದ್ದರು.: [488, 743, 700, 822]
temp-divider: [697, 14, 698, 64]
water-harvest-box: [756, 1712, 928, 2036]
column-divider: [676, 1022, 677, 1606]
news-text: ನಗರದ ಜಿ.ಎಂ ವಿಶ್ವವಿದ್ಯಾಲಯ ಮತ್ತು ಜಿ.ಎಂ ತಾಂತ್ರಿಕ ಮಹಾವಿದ್ಯಾಲಯದ ಅಂತಿಮ ವರ್ಷದ ವಿದ್ಯಾರ್ಥಿಗಳು ವಿವಿಧ ಕಂಪನಿಗಳಿಗೆ ಆಯ್ಕೆಯಾಗಿದ್ದು, ಪ್ರಸಕ್ತ ಸಾಲಿನಲ್ಲಿ ಒಟ್ಟು 1 ಸಾವಿರ ಜಾಬ್ ಆಫರ್ ಸ್ವೀಕರಿಸಿದ್ದಾರೆ. ಮಧ್ಯ ಕರ್ನಾಟಕ ಭಾಗದಲ್ಲಿಯೇ ಅತಿ ಹೆಚ್ಚು ವಿದ್ಯಾರ್ಥಿಗಳು ಕ್ಯಾಂಪಸ್ ಸಂದರ್ಶನದ ಮೂಲಕ ಆಯ್ಕೆಯಾಗಿರುವುದು ಹೆಮ್ಮೆಯ ವಿಷಯ. ಜೂನ್ 8ರಂದು ಕೊನೆಯ ಹಂತದ ಕ್ಯಾಂಪಸ್ ಸಂದರ್ಶನ ನಡೆಯಲಿದೆ.: [10, 919, 238, 998]
peace-kicker: ನಾಗರಿಕ ಸೌಹಾರ್ದ ಸಭೆಯಲ್ಲಿ ಎಸ್ಪಿ ಉಮಾ ಪ್ರಶಾಂತ್ ಎಚ್ಚರಿಕೆ: [258, 400, 629, 422]
city-title: ದಾವಣಗೆರೆ: [338, 14, 509, 68]
divider: [256, 390, 1262, 392]
column-divider: [936, 1630, 937, 2036]
dc-meeting-photo: [190, 1712, 560, 1844]
